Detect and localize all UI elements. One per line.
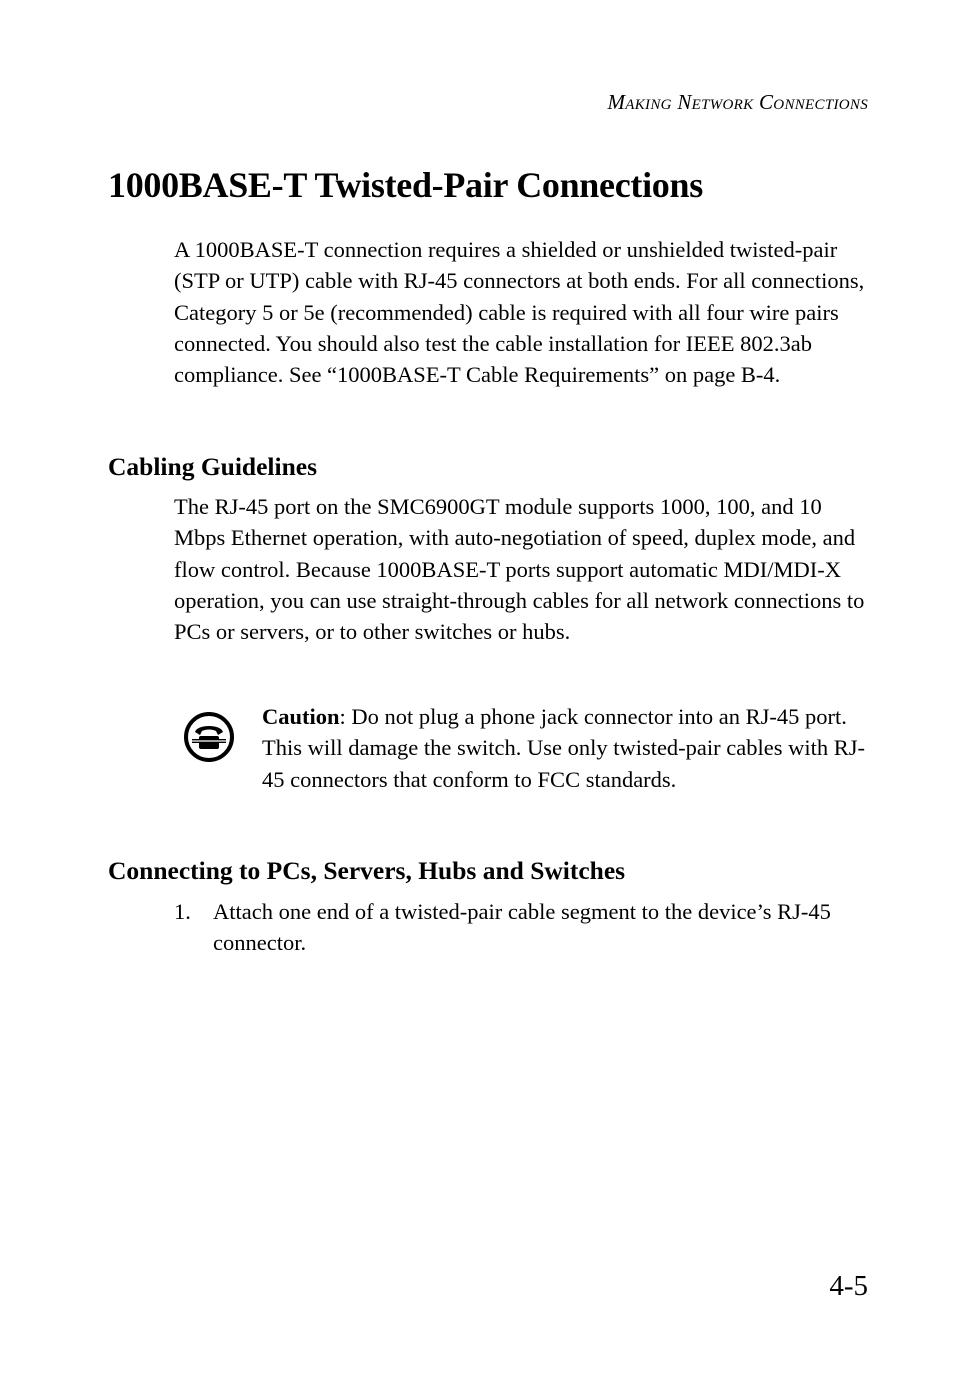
step-text: Attach one end of a twisted-pair cable segment to the device’s RJ-45 connector. [213,899,831,956]
section-heading-connecting: Connecting to PCs, Servers, Hubs and Switches [108,856,626,885]
caution-label: Caution [262,704,340,729]
intro-paragraph: A 1000BASE-T connection requires a shielded or unshielded twisted-pair (STP or UTP) cable with RJ-45 connectors at both ends. For all connections, Category 5 or 5e (recommended) cable is required with all four wire pairs connected. You should also test the cable installation for IEEE 802.3ab compliance. See “1000BASE-T Cable Requirements” on page B-4. [174,237,865,388]
page-number: 4-5 [829,1270,868,1302]
caution-note [262,701,872,795]
page-title: 1000BASE-T Twisted-Pair Connections [108,165,703,205]
section-heading-cabling-guidelines: Cabling Guidelines [108,452,318,481]
phone-prohibited-icon [183,711,235,763]
cabling-guidelines-paragraph: The RJ-45 port on the SMC6900GT module supports 1000, 100, and 10 Mbps Ethernet operation, with auto-negotiation of speed, duplex mode, and flow control. Because 1000BASE-T ports support automatic MDI/MDI-X operation, you can use straight-through cables for all network connections to PCs or servers, or to other switches or hubs. [174,494,865,645]
step-number: 1. [174,899,191,924]
caution-text: : Do not plug a phone jack connector into an RJ-45 port. This will damage the switch. Use only twisted-pair cables with RJ-45 connectors that conform to FCC standards. [262,704,866,792]
running-header: Making Network Connections [607,90,868,114]
